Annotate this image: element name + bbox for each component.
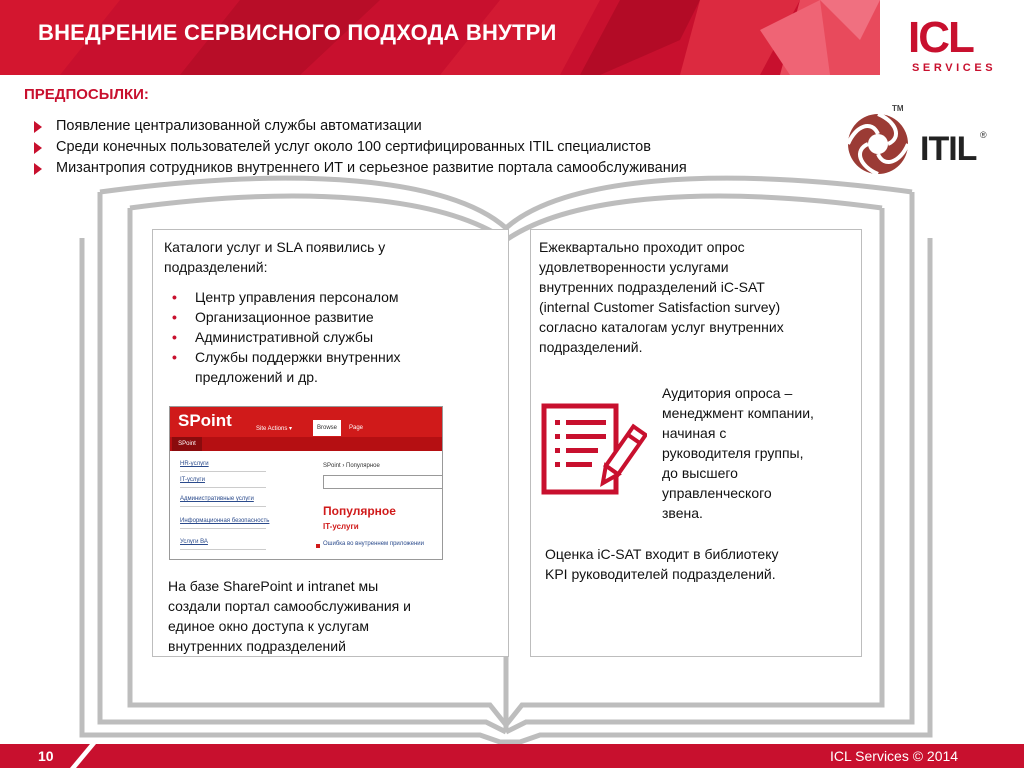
left-intro bbox=[164, 237, 484, 277]
text-line: удовлетворенности услугами bbox=[539, 259, 729, 275]
bullet-dot-icon: • bbox=[172, 289, 177, 305]
item-text: Административной службы bbox=[195, 329, 374, 345]
text-line: согласно каталогам услуг внутренних bbox=[539, 319, 784, 335]
right-top-text bbox=[539, 237, 859, 357]
triangle-bullet-icon bbox=[34, 142, 42, 154]
text-line: Оценка iC-SAT входит в библиотеку bbox=[545, 546, 779, 562]
list-item bbox=[34, 137, 687, 158]
sp-divider bbox=[180, 528, 266, 529]
text-line: подразделений: bbox=[164, 259, 268, 275]
bullet-dot-icon: • bbox=[172, 329, 177, 345]
sp-link: HR-услуги bbox=[180, 461, 209, 467]
list-item bbox=[164, 307, 464, 327]
text-line: подразделений. bbox=[539, 339, 643, 355]
sp-divider bbox=[180, 487, 266, 488]
item-continuation: предложений и др. bbox=[195, 369, 318, 385]
text-line: Аудитория опроса – bbox=[662, 385, 793, 401]
sp-link: IT-услуги bbox=[180, 477, 205, 483]
sp-subheading: IT-услуги bbox=[323, 522, 359, 531]
itil-tm: TM bbox=[892, 104, 904, 113]
itil-swirl-icon bbox=[842, 108, 918, 182]
text-line: (internal Customer Satisfaction survey) bbox=[539, 299, 781, 315]
sp-search-input bbox=[323, 475, 443, 489]
section-subtitle: ПРЕДПОСЫЛКИ: bbox=[24, 86, 149, 103]
icl-logo bbox=[888, 14, 1000, 80]
sp-link: Административные услуги bbox=[180, 496, 254, 502]
triangle-bullet-icon bbox=[34, 163, 42, 175]
sp-link: Услуги ВА bbox=[180, 539, 208, 545]
text-line: создали портал самообслуживания и bbox=[168, 598, 411, 614]
sp-link: Информационная безопасность bbox=[180, 518, 270, 524]
text-line: На базе SharePoint и intranet мы bbox=[168, 578, 379, 594]
item-text: Службы поддержки внутренних bbox=[195, 349, 401, 365]
sp-divider bbox=[180, 506, 266, 507]
text-line: KPI руководителей подразделений. bbox=[545, 566, 776, 582]
bullet-text: Мизантропия сотрудников внутреннего ИТ и серьезное развитие портала самообслуживания bbox=[56, 160, 687, 176]
itil-logo bbox=[842, 104, 990, 178]
sp-logo: SPoint bbox=[178, 411, 232, 430]
bullet-text: Появление централизованной службы автоматизации bbox=[56, 118, 422, 134]
itil-text: ITIL bbox=[920, 130, 977, 168]
sp-bullet-icon bbox=[316, 544, 320, 548]
sp-divider bbox=[180, 471, 266, 472]
text-line: внутренних подразделений bbox=[168, 638, 346, 654]
prerequisites-list bbox=[34, 116, 687, 179]
list-item bbox=[34, 158, 687, 179]
bullet-dot-icon: • bbox=[172, 309, 177, 325]
text-line: единое окно доступа к услугам bbox=[168, 618, 369, 634]
department-list bbox=[164, 287, 464, 387]
left-bottom-text bbox=[168, 576, 488, 656]
text-line: звена. bbox=[662, 505, 703, 521]
bullet-text: Среди конечных пользователей услуг около 100 сертифицированных ITIL специалистов bbox=[56, 139, 651, 155]
page-title: ВНЕДРЕНИЕ СЕРВИСНОГО ПОДХОДА ВНУТРИ bbox=[38, 20, 557, 45]
item-text: Центр управления персоналом bbox=[195, 289, 399, 305]
list-item bbox=[164, 347, 464, 387]
sp-breadcrumb: SPoint › Популярное bbox=[323, 463, 380, 469]
itil-reg: ® bbox=[980, 130, 987, 140]
header-banner bbox=[0, 0, 880, 75]
logo-sub-text: SERVICES bbox=[912, 62, 997, 74]
sp-page-tab: Page bbox=[349, 425, 364, 431]
list-item bbox=[164, 327, 464, 347]
sp-home-tab: SPoint bbox=[172, 437, 202, 451]
sp-heading: Популярное bbox=[323, 504, 396, 518]
item-text: Организационное развитие bbox=[195, 309, 374, 325]
bullet-dot-icon: • bbox=[172, 349, 177, 365]
sp-nav-bar bbox=[170, 437, 442, 451]
triangle-bullet-icon bbox=[34, 121, 42, 133]
text-line: Ежеквартально проходит опрос bbox=[539, 239, 745, 255]
audience-text bbox=[662, 383, 857, 523]
sp-divider bbox=[180, 549, 266, 550]
sp-site-actions: Site Actions ▾ bbox=[256, 426, 293, 432]
text-line: до высшего bbox=[662, 465, 738, 481]
logo-main-text: ICL bbox=[908, 13, 973, 62]
text-line: внутренних подразделений iC-SAT bbox=[539, 279, 765, 295]
sharepoint-screenshot bbox=[169, 406, 443, 560]
list-item bbox=[164, 287, 464, 307]
text-line: Каталоги услуг и SLA появились у bbox=[164, 239, 386, 255]
text-line: руководителя группы, bbox=[662, 445, 804, 461]
footer-copyright: ICL Services © 2014 bbox=[830, 748, 959, 764]
text-line: менеджмент компании, bbox=[662, 405, 814, 421]
page-number: 10 bbox=[38, 748, 54, 764]
right-bottom-text bbox=[545, 544, 855, 584]
text-line: управленческого bbox=[662, 485, 772, 501]
sp-item-link: Ошибка во внутреннем приложении bbox=[323, 541, 424, 547]
sp-browse-tab: Browse bbox=[313, 420, 341, 436]
list-item bbox=[34, 116, 687, 137]
text-line: начиная с bbox=[662, 425, 727, 441]
survey-clipboard-icon bbox=[541, 403, 647, 495]
